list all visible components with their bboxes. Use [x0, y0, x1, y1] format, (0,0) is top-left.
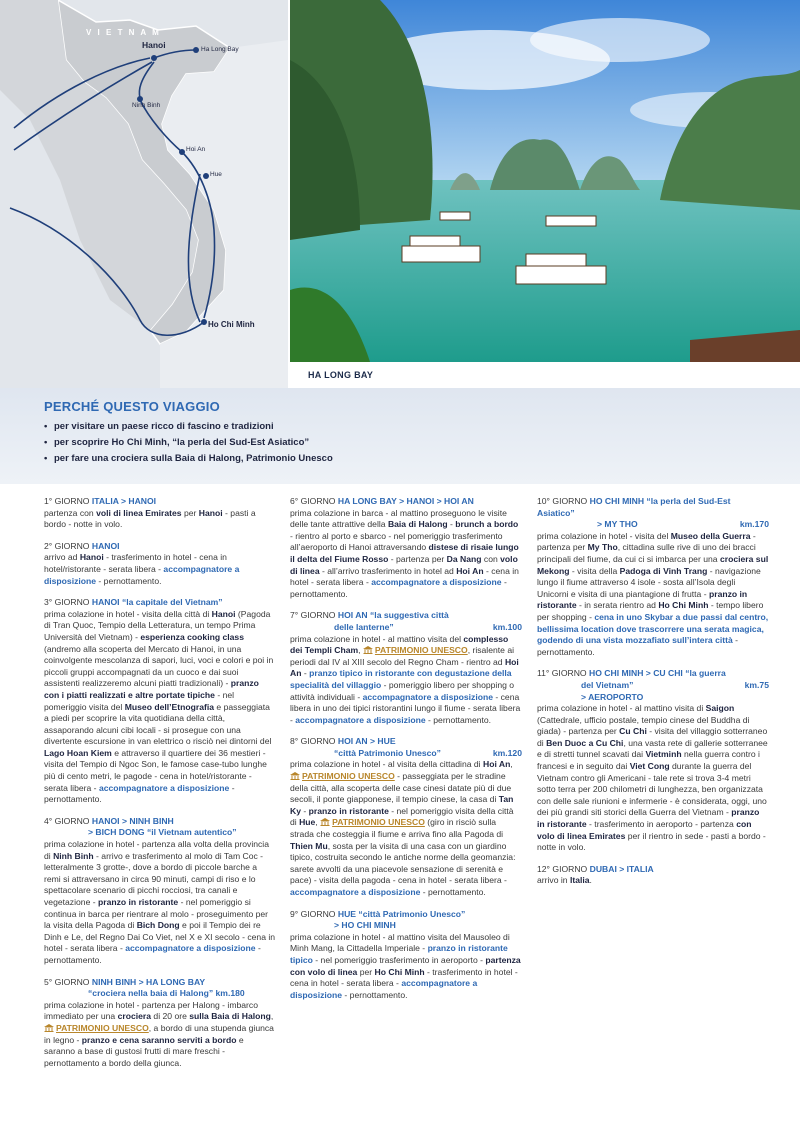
photo-caption: HA LONG BAY: [308, 370, 374, 380]
day-12: 12° GIORNO DUBAI > ITALIA arrivo in Italia.: [537, 863, 654, 886]
ha-long-bay-photo: [290, 0, 800, 362]
photo-caption-bar: [290, 362, 800, 388]
day-5: 5° GIORNO NINH BINH > HA LONG BAY “crociera nella baia di Halong” km.180 prima colazione in hotel - partenza per Halong - imbarco immediato per una crociera di 20 ore sulla Baia di Halong, PATRIMONIO UNESCO, a bordo di una stupenda giunca in legno - pranzo e cena saranno serviti a bordo e saranno a base di gustosi frutti di mare freschi - pernottamento a bordo della giunca.: [44, 976, 274, 1068]
why-item: • per scoprire Ho Chi Minh, “la perla del Sud-Est Asiatico”: [44, 435, 333, 451]
day-6: 6° GIORNO HA LONG BAY > HANOI > HOI AN prima colazione in barca - al mattino proseguono le visite delle tante attrattive della Baia di Halong - brunch a bordo - rientro al porto e sbarco - nel pomeriggio trasferimento all’aeroporto di Hanoi attraversando distese di risaie lungo il delta del Fiume Rosso - partenza per Da Nang con volo di linea - all’arrivo trasferimento in hotel ad Hoi An - cena in hotel - serata libera - accompagnatore a disposizione - pernottamento.: [290, 496, 519, 599]
header-visuals: [0, 0, 800, 388]
map-country-label: V I E T N A M: [86, 28, 161, 37]
why-this-trip-panel: [0, 388, 800, 484]
route-map: [0, 0, 288, 388]
day-10: 10° GIORNO HO CHI MINH “la perla del Sud-Est Asiatico” > MY THO km.170 prima colazione in hotel - visita del Museo della Guerra - partenza per My Tho, cittadina sulle rive di uno dei bracci principali del fiume, da cui ci si imbarca per una crociera sul Mekong - visita della Padoga di Vinh Trang - navigazione lungo il fiume attraverso 4 isole - sosta all’Isola degli Unicorni e visita di una piantagione di frutta - pranzo in ristorante - in serata rientro ad Ho Chi Minh - tempo libero per shopping - cena in uno Skybar a due passi dal centro, bellissima location dove trascorrere una serata magica, godendo di una vista mozzafiato sull’intera città - pernottamento.: [537, 496, 769, 657]
why-list: [44, 419, 333, 467]
museum-icon: [44, 1024, 54, 1032]
itinerary: [0, 496, 800, 1116]
museum-icon: [320, 818, 330, 826]
why-item: • per fare una crociera sulla Baia di Halong, Patrimonio Unesco: [44, 451, 333, 467]
map-label-hochiminh: Ho Chi Minh: [208, 320, 255, 329]
map-label-hoian: Hoi An: [186, 146, 206, 153]
day-3: 3° GIORNO HANOI “la capitale del Vietnam” prima colazione in hotel - visita della città di Hanoi (Pagoda di Tran Quoc, Tempio della Letteratura, un tempo Prima Università del Vietnam) - esperienza cooking class (andremo alla scoperta del Mercato di Hanoi, in una coinvolgente mescolanza di sapori, luci, voci e colori e poi in piccoli gruppi accompagnati da un cuoco e dai suoi assistenti realizzeremo alcuni piatti tradizionali) - pranzo con i piatti realizzati e altre portate tipiche - nel pomeriggio visita del Museo dell’Etnografia e passeggiata a piedi per scoprire la vita quotidiana della città, assaporando alcuni cibi locali - si prosegue con una divertente escursione in van elettrico o risciò nei dintorni del Lago Hoan Kiem e attraverso il quartiere dei 36 mestieri - visita del Tempio di Ngoc Son, le famose case-tubo lunghe più di cento metri, le pagode - cena in hotel/ristorante - serata libera - accompagnatore a disposizione - pernottamento.: [44, 597, 274, 805]
museum-icon: [290, 772, 300, 780]
bay-illustration: [290, 0, 800, 362]
itinerary-column-2: [290, 496, 522, 1011]
map-label-ninhbinh: Ninh Binh: [132, 102, 161, 109]
day-11: 11° GIORNO HO CHI MINH > CU CHI “la guerra del Vietnam” km.75 > AEROPORTO prima colazione in hotel - al mattino visita di Saigon (Cattedrale, ufficio postale, tempio cinese del Buddha di giada) - partenza per Cu Chi - visita del villaggio sotterraneo di Ben Duoc a Cu Chi, una vasta rete di gallerie sotterranee e di stretti tunnel scavati dai Vietminh nella guerra contro i francesi e in seguito dai Viet Cong durante la guerra del Vietnam contro gli Americani - tale rete si trova 3-4 metri sotto terra per 200 chilometri di lunghezza, ben organizzata con delle sale riunioni e infermerie - è considerata, oggi, uno dei più grandi siti storici della Guerra del Vietnam - pranzo in ristorante - trasferimento in aeroporto - partenza con volo di linea Emirates per il rientro in sede - pasti a bordo - notte in volo.: [537, 668, 769, 853]
map-label-hanoi: Hanoi: [142, 40, 166, 50]
day-8: 8° GIORNO HOI AN > HUE “città Patrimonio Unesco” km.120 prima colazione in hotel - al visita della cittadina di Hoi An, PATRIMONIO UNESCO - passeggiata per le stradine della città, alla scoperta delle case cinesi datate più di due secoli, il ponte giapponese, il tempio cinese, la casa di Tan Ky - pranzo in ristorante - nel pomeriggio visita della città di Hue, PATRIMONIO UNESCO (giro in risciò sulla strada che costeggia il fiume e arriva fino alla Pagoda di Thien Mu, sosta per la visita di una casa con un giardino tipico, costruita secondo le antiche norme della geomanzia: sarete avvolti da una piacevole sensazione di serenità e pace) - visita della pagoda - cena in hotel - serata libera - accompagnatore a disposizione - pernottamento.: [290, 736, 522, 897]
itinerary-column-1: [44, 496, 276, 1079]
day-2: 2° GIORNO HANOI arrivo ad Hanoi - trasferimento in hotel - cena in hotel/ristorante - serata libera - accompagnatore a disposizione - pernottamento.: [44, 540, 240, 586]
map-label-halong: Ha Long Bay: [201, 46, 239, 53]
day-1: 1° GIORNO ITALIA > HANOI partenza con voli di linea Emirates per Hanoi - pasti a bordo - notte in volo.: [44, 496, 256, 530]
why-item: • per visitare un paese ricco di fascino e tradizioni: [44, 419, 333, 435]
day-7: 7° GIORNO HOI AN “la suggestiva città delle lanterne” km.100 prima colazione in hotel - al mattino visita del complesso dei Templi Cham, PATRIMONIO UNESCO, risalente ai periodi dal IV al XIII secolo del Regno Cham - rientro ad Hoi An - pranzo tipico in ristorante con degustazione della specialità del villaggio - pomeriggio libero per shopping o attività individuali - accompagnatore a disposizione - cena libera in uno dei tipici ristorantini lungo il fiume - serata libera - accompagnatore a disposizione - pernottamento.: [290, 610, 522, 725]
why-title: PERCHÉ QUESTO VIAGGIO: [44, 399, 220, 414]
day-4: 4° GIORNO HANOI > NINH BINH > BICH DONG “il Vietnam autentico” prima colazione in hotel - partenza alla volta della provincia di Ninh Binh - arrivo e trasferimento al molo di Tam Coc -letteralmente 3 grotte-, dove a bordo di piccole barche a remi si attraversano in circa 90 minuti, campi di riso e lo spettacolare scenario di picchi rocciosi, tra canali e vegetazione - pranzo in ristorante - nel pomeriggio si continua in barca per rientrare al molo - proseguimento per la visita della Pagoda di Bich Dong e poi il Tempio dei re Dinh e Le, del Regno Dai Co Viet, nel X e XI secolo - cena in hotel - serata libera - accompagnatore a disposizione - pernottamento.: [44, 815, 276, 965]
map-label-hue: Hue: [210, 171, 222, 178]
itinerary-column-3: [537, 496, 769, 897]
museum-icon: [363, 646, 373, 654]
day-9: 9° GIORNO HUE “città Patrimonio Unesco” > HO CHI MINH prima colazione in hotel - al mattino visita del Mausoleo di Minh Mang, la Cittadella Imperiale - pranzo in ristorante tipico - nel pomeriggio trasferimento in aeroporto - partenza con volo di linea per Ho Chi Minh - trasferimento in hotel - cena in hotel - serata libera - accompagnatore a disposizione - pernottamento.: [290, 908, 521, 1000]
map-graphic: [0, 0, 288, 388]
